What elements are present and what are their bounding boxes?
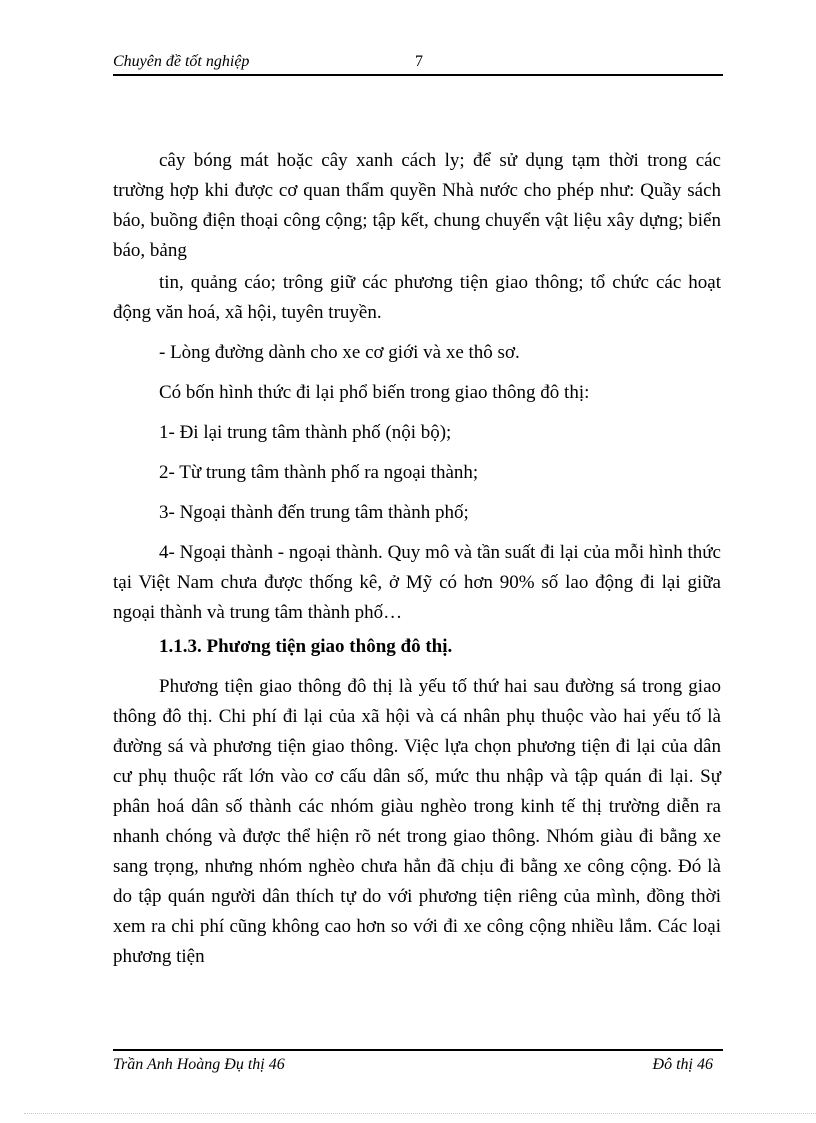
document-body (113, 146, 721, 982)
page-footer (113, 1049, 723, 1075)
page-number: 7 (415, 53, 423, 70)
page-edge-divider (24, 1113, 816, 1114)
footer-author: Trần Anh Hoàng Đụ thị 46 (113, 1056, 285, 1073)
page-header (113, 52, 723, 76)
list-item-2: 2- Từ trung tâm thành phố ra ngoại thành; (159, 462, 479, 483)
paragraph-4: Có bốn hình thức đi lại phổ biến trong giao thông đô thị: (159, 382, 590, 403)
list-item-3: 3- Ngoại thành đến trung tâm thành phố; (159, 502, 469, 523)
list-item-4: 4- Ngoại thành - ngoại thành. Quy mô và tần suất đi lại của mỗi hình thức tại Việt Nam chưa được thống kê, ở Mỹ có hơn 90% số lao động đi lại giữa ngoại thành và trung tâm thành phố… (113, 542, 721, 623)
paragraph-3: - Lòng đường dành cho xe cơ giới và xe thô sơ. (159, 342, 520, 363)
list-item-1: 1- Đi lại trung tâm thành phố (nội bộ); (159, 422, 452, 443)
header-title: Chuyên đề tốt nghiệp (113, 53, 250, 70)
paragraph-2: tin, quảng cáo; trông giữ các phương tiện giao thông; tổ chức các hoạt động văn hoá, xã hội, tuyên truyền. (113, 272, 721, 323)
section-heading: 1.1.3. Phương tiện giao thông đô thị. (159, 636, 453, 657)
footer-class: Đô thị 46 (652, 1056, 713, 1073)
paragraph-5: Phương tiện giao thông đô thị là yếu tố thứ hai sau đường sá trong giao thông đô thị. Chi phí đi lại của xã hội và cá nhân phụ thuộc vào hai yếu tố là đường sá và phương tiện giao thông. Việc lựa chọn phương tiện đi lại của dân cư phụ thuộc rất lớn vào cơ cấu dân số, mức thu nhập và tập quán đi lại. Sự phân hoá dân số thành các nhóm giàu nghèo trong kinh tế thị trường diễn ra nhanh chóng và được thể hiện rõ nét trong giao thông. Nhóm giàu đi bằng xe sang trọng, nhưng nhóm nghèo chưa hẳn đã chịu đi bằng xe công cộng. Đó là do tập quán người dân thích tự do với phương tiện riêng của mình, đồng thời xem ra chi phí cũng không cao hơn so với đi xe công cộng nhiều lắm. Các loại phương tiện (113, 676, 721, 967)
paragraph-1: cây bóng mát hoặc cây xanh cách ly; để sử dụng tạm thời trong các trường hợp khi được cơ quan thẩm quyền Nhà nước cho phép như: Quầy sách báo, buồng điện thoại công cộng; tập kết, chung chuyển vật liệu xây dựng; biển báo, bảng (113, 150, 721, 261)
